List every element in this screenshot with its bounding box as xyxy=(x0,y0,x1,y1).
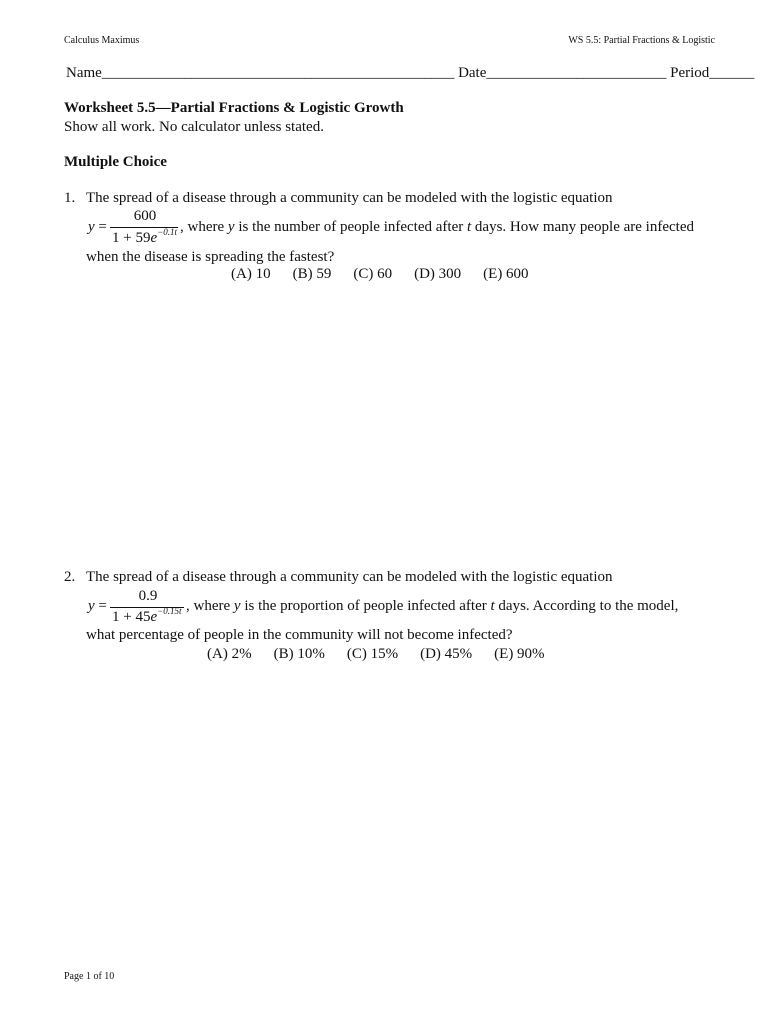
question-1-eq-lhs: y = xyxy=(88,219,107,235)
question-1-numerator: 600 xyxy=(133,208,157,224)
choice-e: (E) 90% xyxy=(494,646,545,662)
question-1-equation-text: , where y is the number of people infected after t days. How many people are infected xyxy=(180,219,694,235)
choice-b: (B) 59 xyxy=(292,266,332,282)
header-worksheet-id: WS 5.5: Partial Fractions & Logistic xyxy=(568,35,715,46)
question-2-continuation: what percentage of people in the community will not become infected? xyxy=(86,627,513,643)
name-date-period-line: Name_______________________________________________ Date________________________ Period______ xyxy=(66,65,755,81)
choice-e: (E) 600 xyxy=(483,266,529,282)
header-course: Calculus Maximus xyxy=(64,35,140,46)
choice-a: (A) 2% xyxy=(207,646,252,662)
question-2-choices xyxy=(207,646,567,663)
question-1-choices xyxy=(231,266,551,283)
section-heading: Multiple Choice xyxy=(64,154,167,170)
worksheet-title: Worksheet 5.5—Partial Fractions & Logistic Growth xyxy=(64,100,404,116)
question-2-denominator: $1 + 45e^{-0.15t}$ xyxy=(112,606,182,625)
question-2-eq-lhs: y = xyxy=(88,598,107,614)
question-1-intro: 1. The spread of a disease through a community can be modeled with the logistic equation xyxy=(64,190,613,206)
question-2-numerator: 0.9 xyxy=(138,588,158,604)
question-1-continuation: when the disease is spreading the fastest? xyxy=(86,249,335,265)
question-1-number: 1. xyxy=(64,190,76,206)
question-2-intro: 2. The spread of a disease through a community can be modeled with the logistic equation xyxy=(64,569,613,585)
question-1-denominator: $1 + 59e^{-0.1t}$ xyxy=(112,227,177,246)
choice-d: (D) 300 xyxy=(414,266,462,282)
question-2-equation-text: , where y is the proportion of people infected after t days. According to the model, xyxy=(186,598,679,614)
choice-c: (C) 60 xyxy=(353,266,393,282)
choice-b: (B) 10% xyxy=(273,646,325,662)
question-2-number: 2. xyxy=(64,569,76,585)
page-number: Page 1 of 10 xyxy=(64,971,115,982)
choice-d: (D) 45% xyxy=(420,646,473,662)
instructions: Show all work. No calculator unless stated. xyxy=(64,119,324,135)
choice-c: (C) 15% xyxy=(346,646,399,662)
choice-a: (A) 10 xyxy=(231,266,271,282)
